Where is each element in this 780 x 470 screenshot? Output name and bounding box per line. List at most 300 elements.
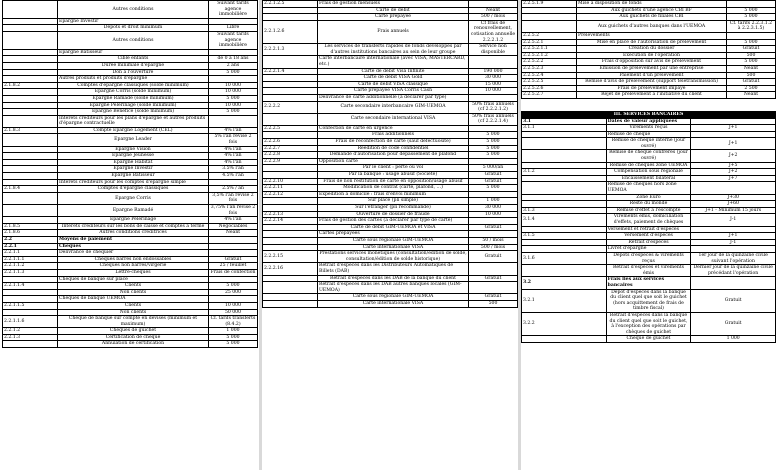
row-code: 3.1 [522, 118, 607, 125]
row-value: Gratuit [469, 275, 518, 282]
row-value: Néant [727, 92, 776, 99]
row-value: 5 000 [469, 132, 518, 139]
row-value [209, 49, 258, 56]
table-row [522, 226, 776, 233]
row-code: 2.2.5.2.1 [522, 39, 577, 46]
row-code [522, 175, 607, 182]
row-code: 2.2.2.11 [263, 185, 318, 192]
row-code [3, 192, 58, 204]
row-label: Virements émis, domiciliation d'effets, paiement de chèques [606, 214, 691, 226]
row-label: Chèques de banque UEMOA [58, 296, 209, 303]
row-value [469, 282, 518, 294]
row-code [3, 205, 58, 217]
table-row [263, 44, 518, 56]
row-value: 3.5% l'an [209, 166, 258, 173]
row-value: 5 000 [209, 283, 258, 290]
row-value: 4% l'an [209, 159, 258, 166]
table-row [263, 178, 518, 185]
row-label: Zone Euro [606, 194, 691, 201]
row-label: Epargne Habitat [58, 159, 209, 166]
table-row [3, 250, 258, 257]
row-label: Remise d'effet à l'escompte [606, 207, 691, 214]
table-row [263, 152, 518, 159]
row-label: Autres conditions [58, 1, 209, 19]
row-code: 3.1.4 [522, 214, 607, 226]
row-label: Chèques barrés non endossables [58, 256, 209, 263]
table-row [3, 82, 258, 89]
row-value: Néant [209, 230, 258, 237]
table-row [3, 243, 258, 250]
row-label: Carte secondaire international VISA [318, 113, 469, 125]
table-row [263, 125, 518, 132]
row-code [3, 173, 58, 180]
row-label: Intérêts créditeurs pour les comptes d'épargne simple [58, 179, 209, 186]
row-code: 2.2.1.2.6 [263, 20, 318, 43]
row-value [727, 1, 776, 8]
table-row [3, 146, 258, 153]
row-label: Chèque de banque sur compte en devises (minimum et maximum) [58, 316, 209, 328]
row-label: Carte prépayée VISA Corris Cash [318, 88, 469, 95]
row-label: Frais de prélèvement impayé [577, 85, 727, 92]
row-label: Epargne Bâtisseur [58, 173, 209, 180]
row-label: Frais annuels [318, 20, 469, 43]
row-value [469, 56, 518, 68]
row-value: 10 000 [469, 88, 518, 95]
row-code [3, 1, 58, 19]
table-row [3, 69, 258, 76]
row-code [263, 113, 318, 125]
row-label: Epargne Jeunesse [58, 153, 209, 160]
table-row [3, 109, 258, 116]
table-row [522, 125, 776, 132]
tariff-table-2 [262, 0, 518, 308]
table-row [522, 1, 776, 8]
table-row [3, 296, 258, 303]
row-code [263, 294, 318, 301]
table-row [3, 95, 258, 102]
row-value: 10 000 [209, 102, 258, 109]
table-row [263, 263, 518, 275]
row-code: 3.2.2 [522, 312, 607, 335]
row-label: Retrait d'espèces dans les DAB de la banque du client [318, 275, 469, 282]
row-value: 50% frais annuels (cf 2.2.2.1.4) [469, 113, 518, 125]
table-row [263, 14, 518, 21]
row-label: Versement d'espèces [606, 233, 691, 240]
tariff-table-3-bottom [521, 111, 776, 343]
row-value: 10 000 [209, 89, 258, 96]
row-label: Dépôt d'espèces dans la banque du client quel que soit le guichet (hors acquittement de frais de timbre fiscal) [606, 289, 691, 312]
row-code [263, 75, 318, 82]
row-label: Certification de chèque [58, 334, 209, 341]
row-label: Ouverture de dossier de fraude [318, 211, 469, 218]
row-label: Remise de chèques zone UEMOA [606, 162, 691, 169]
row-code: 2.2.5.2.1.2 [522, 52, 577, 59]
row-code: 3.1.5 [522, 233, 607, 240]
table-row [522, 39, 776, 46]
table-row [522, 252, 776, 264]
row-label: Epargne Pèlerinage (solde minimum) [58, 102, 209, 109]
row-label: Remise de chèque interne (jour ouvré) [606, 138, 691, 150]
row-label: Prélèvements [577, 32, 727, 39]
table-row [522, 79, 776, 86]
row-code [3, 115, 58, 127]
row-code: 2.2.1 [3, 243, 58, 250]
row-label: Epargne Vision [58, 146, 209, 153]
table-row [3, 102, 258, 109]
row-value: J+5 [691, 162, 776, 169]
row-label: Carte de débit VISA classique [318, 81, 469, 88]
row-value: J+7 [691, 175, 776, 182]
row-label: Dépôts et droit minimum [58, 25, 209, 32]
row-label: Confection de carte en urgence [318, 125, 469, 132]
row-value [209, 250, 258, 257]
row-code: 2.2.2.6 [263, 139, 318, 146]
row-value: J+1 [691, 138, 776, 150]
table-row [263, 145, 518, 152]
table-row [263, 251, 518, 263]
row-label: Encaissement bilatéral [606, 175, 691, 182]
row-code [263, 7, 318, 14]
row-label: Epargne Pèlerinage [58, 217, 209, 224]
row-code: 2.2.2.12 [263, 191, 318, 198]
row-value: 5 000 [727, 39, 776, 46]
tariff-column-2 [262, 0, 518, 470]
row-value: 5% l'an revisé 2 fois [209, 134, 258, 146]
table-row [522, 175, 776, 182]
row-code [3, 56, 58, 63]
row-code: 2.2.2.15 [263, 251, 318, 263]
row-label: Création du dossier [577, 46, 727, 53]
table-row [522, 289, 776, 312]
row-code: 2.1.8.6 [3, 230, 58, 237]
table-row [522, 336, 776, 343]
row-label: Comptes d'épargne classiques (solde minimum) [58, 82, 209, 89]
row-code [263, 56, 318, 68]
table-row [263, 56, 518, 68]
row-label: Dépôts d'espèces & virements reçus [606, 252, 691, 264]
row-value: 10 000 [209, 82, 258, 89]
row-code [522, 162, 607, 169]
table-row [522, 85, 776, 92]
row-code [263, 132, 318, 139]
row-code: 2.2.1.1.6 [3, 316, 58, 328]
row-code [3, 18, 58, 25]
row-label: Epargne Investir [58, 18, 209, 25]
row-value: 4.5% l'an [209, 173, 258, 180]
row-value: J+2 [691, 150, 776, 162]
table-row [263, 218, 518, 225]
row-label: Carte de débit VISA Gold [318, 75, 469, 82]
row-code [3, 217, 58, 224]
row-code [522, 201, 607, 208]
tariff-column-1 [2, 0, 258, 470]
row-value: 50% frais annuels (cf 2.2.2.1.2) [469, 101, 518, 113]
row-value [469, 158, 518, 165]
row-value: Gratuit [469, 251, 518, 263]
row-label: Frais de gestion mensuels [318, 1, 469, 8]
row-label: Paiement d'un prélèvement [577, 72, 727, 79]
row-value: Gratuit [469, 178, 518, 185]
row-label: Par la banque : usage abusif (Société) [318, 172, 469, 179]
row-label: Retrait d'espèces [606, 239, 691, 246]
table-row [3, 276, 258, 283]
row-label: Exécution de l'opération [577, 52, 727, 59]
row-label: Carte de débit GIM-UEMOA et VISA [318, 224, 469, 231]
table-row [522, 72, 776, 79]
row-code: 2.2.1.1.3 [3, 269, 58, 276]
row-code [3, 25, 58, 32]
row-label: Reste du monde [606, 201, 691, 208]
row-code [263, 88, 318, 95]
row-code [522, 7, 577, 14]
row-value [469, 191, 518, 198]
row-label: Aux guichets d'autres banques dans l'UEMOA [577, 20, 727, 32]
row-label: Remise de chèque [606, 131, 691, 138]
row-label: Carte internationale VISA [318, 300, 469, 307]
row-code [522, 131, 607, 138]
table-row [263, 275, 518, 282]
row-label: Aux guichets d'une agence CBI BF [577, 7, 727, 14]
table-row [263, 20, 518, 43]
row-label: Non clients [58, 289, 209, 296]
row-code [263, 237, 318, 244]
row-label: Réédition de code confidentiel [318, 145, 469, 152]
table-row [263, 185, 518, 192]
row-label: Epargne Ramadé [58, 205, 209, 217]
row-value: 50 / mois [469, 237, 518, 244]
row-value [691, 226, 776, 233]
row-label: Expédition à domicile : frais d'envoi minimum [318, 191, 469, 198]
row-label: Chèques de banque sur place [58, 276, 209, 283]
row-value: 4% l'an [209, 127, 258, 134]
table-row [522, 14, 776, 21]
row-value [469, 1, 518, 8]
row-value: 5 000 [469, 145, 518, 152]
table-row [263, 132, 518, 139]
row-label: Remise d'avis de prélèvement (support télétransmission) [577, 79, 727, 86]
row-label: Don à l'ouverture [58, 69, 209, 76]
table-row [3, 1, 258, 19]
row-value: 5 000 [727, 7, 776, 14]
row-label: Carte interbancaire internationale (avec VISA, MASTERCARD, etc.) [318, 56, 469, 68]
row-code [3, 289, 58, 296]
row-value: Libre [209, 25, 258, 32]
row-value [209, 18, 258, 25]
row-code: 2.2.2.10 [263, 178, 318, 185]
row-value: J+1 - Minimum 15 jours [691, 207, 776, 214]
row-value: J+2 [691, 169, 776, 176]
row-label: Frais additionnels [318, 132, 469, 139]
row-value: 500 / mois [469, 14, 518, 21]
row-code [3, 159, 58, 166]
row-code [522, 239, 607, 246]
table-row [522, 246, 776, 253]
row-code [3, 62, 58, 69]
row-label: Mise à disposition de fonds [577, 1, 727, 8]
row-code: 2.2.5.2.3 [522, 65, 577, 72]
row-code [522, 226, 607, 233]
row-label: Carte de débit [318, 7, 469, 14]
row-code [3, 95, 58, 102]
table-row [263, 172, 518, 179]
row-value: 5 000 [209, 95, 258, 102]
row-label: Frais liés aux services bancaires [606, 277, 691, 289]
row-code: 2.2.5.2.5 [522, 79, 577, 86]
table-row [522, 138, 776, 150]
row-value: 500 [469, 300, 518, 307]
table-row [3, 263, 258, 270]
row-value: 4% l'an [209, 146, 258, 153]
table-row [522, 20, 776, 32]
row-code: 2.2.5.2.4 [522, 72, 577, 79]
table-row [522, 150, 776, 162]
row-value: 500 / mois [469, 244, 518, 251]
row-code: 3.2 [522, 277, 607, 289]
row-value: 2 ans [209, 62, 258, 69]
row-label: Autres conditions [58, 31, 209, 49]
row-label: Carte sous régionale GIM-UEMOA [318, 237, 469, 244]
table-row [263, 205, 518, 212]
row-code: 2.2.5.2.1.1 [522, 46, 577, 53]
row-code: 2.2.2.14 [263, 218, 318, 225]
table-row [3, 269, 258, 276]
row-label: Frais d'opposition sur avis de prélèvement [577, 59, 727, 66]
row-code [263, 198, 318, 205]
row-value: Néant [469, 7, 518, 14]
table-row [263, 237, 518, 244]
row-label: Remise de chèque confrères (jour ouvré) [606, 150, 691, 162]
row-label: Modification de contrat (carte, plafond, …) [318, 185, 469, 192]
row-label: Annulation de certification [58, 341, 209, 348]
table-row [3, 341, 258, 348]
row-value: Suivant tarifs agence immobilière [209, 31, 258, 49]
row-label: Retrait d'espèces dans les DAB autres banques locales (GIM-UEMOA) [318, 282, 469, 294]
row-label: Sur place (pli simple) [318, 198, 469, 205]
row-value [469, 125, 518, 132]
row-value: 5 000 [469, 185, 518, 192]
table-row [522, 169, 776, 176]
table-row [522, 46, 776, 53]
row-value: Cf. tarifs 2.2.3.1.2 à 2.2.3.1.5) [727, 20, 776, 32]
row-code [3, 153, 58, 160]
table-row [522, 194, 776, 201]
row-value: Gratuit [469, 172, 518, 179]
table-row [3, 166, 258, 173]
table-row [3, 205, 258, 217]
table-row [263, 75, 518, 82]
row-code [263, 300, 318, 307]
table-row [3, 127, 258, 134]
row-label: Epargne Leader [58, 134, 209, 146]
row-value [469, 263, 518, 275]
row-code: 2.2.2.1.3 [263, 44, 318, 56]
row-value: 15 000 [469, 81, 518, 88]
row-code [263, 81, 318, 88]
row-value: Dernier jour de la quinzaine civile précédant l'opération [691, 265, 776, 277]
table-row [3, 153, 258, 160]
tariff-table-1 [2, 0, 258, 348]
table-row [263, 191, 518, 198]
row-value: Gratuit [691, 289, 776, 312]
row-code: 2.2.5.1.9 [522, 1, 577, 8]
row-code: 2.2.2.1.4 [263, 68, 318, 75]
row-label: Retrait d'espèces et virements émis [606, 265, 691, 277]
row-label: Carte de débit Visa Infinite [318, 68, 469, 75]
row-label: Carte internationale VISA [318, 244, 469, 251]
row-label: Non clients [58, 309, 209, 316]
row-label: Chèques [58, 243, 209, 250]
row-value: 5 000 [469, 152, 518, 159]
row-value: 190 000 [469, 68, 518, 75]
row-code [3, 109, 58, 116]
table-row [263, 81, 518, 88]
row-code [522, 246, 607, 253]
row-value [209, 115, 258, 127]
row-code [263, 14, 318, 21]
table-row [3, 179, 258, 186]
table-row [3, 159, 258, 166]
row-value: de 0 à 18 ans [209, 56, 258, 63]
row-code: 2.2.1.2 [3, 328, 58, 335]
row-value: 5 000/an [469, 165, 518, 172]
row-value: 25 / feuillet [209, 263, 258, 270]
row-code: 3.2.1 [522, 289, 607, 312]
row-label: Sur l'étranger (pli recommandé) [318, 205, 469, 212]
row-value: 4% l'an [209, 217, 258, 224]
row-value: 5 000 [469, 139, 518, 146]
row-value [691, 118, 776, 125]
row-code: 2.1.8.4 [3, 186, 58, 193]
row-label: Prestations services monétiques (consultation/édition de solde, consultation/édition de solde historique) [319, 251, 467, 262]
row-label: Autres produits et produits d'épargne [58, 76, 209, 83]
row-value: J-1 [691, 214, 776, 226]
table-row [522, 207, 776, 214]
row-value: 5 000 [209, 334, 258, 341]
row-value: Suivant tarifs agence immobilière [209, 1, 258, 19]
row-code: 3.1.6 [522, 252, 607, 264]
table-row [263, 7, 518, 14]
table-row [522, 265, 776, 277]
table-row [522, 65, 776, 72]
table-row [263, 165, 518, 172]
row-label: Moyens de paiement [58, 236, 209, 243]
row-code: 2.2.2.13 [263, 211, 318, 218]
table-row [522, 162, 776, 169]
row-value: 2 500 [727, 85, 776, 92]
table-row [3, 76, 258, 83]
row-value: 10 000 [209, 302, 258, 309]
row-value: Service non disponible [469, 44, 518, 56]
table-row [263, 300, 518, 307]
row-value: J-1 [691, 239, 776, 246]
table-row [3, 173, 258, 180]
row-code: 2.2.1.3 [3, 334, 58, 341]
row-code: 2.2.1.1.5 [3, 302, 58, 309]
row-code [3, 179, 58, 186]
row-label: Chèques non barrés/virgerie [58, 263, 209, 270]
row-label: Délivrance de chéquier [58, 250, 209, 257]
row-label: Chèques de guichet [58, 328, 209, 335]
table-row [3, 236, 258, 243]
row-code [3, 69, 58, 76]
row-label: Epargne Corris (solde minimum) [58, 89, 209, 96]
table-row [3, 302, 258, 309]
row-label: Dates de valeur appliquées [606, 118, 691, 125]
row-code: 2.2.1.1.2 [3, 263, 58, 270]
row-label: Versement et retrait d'espèces [606, 226, 691, 233]
table-row [3, 115, 258, 127]
row-code [3, 296, 58, 303]
